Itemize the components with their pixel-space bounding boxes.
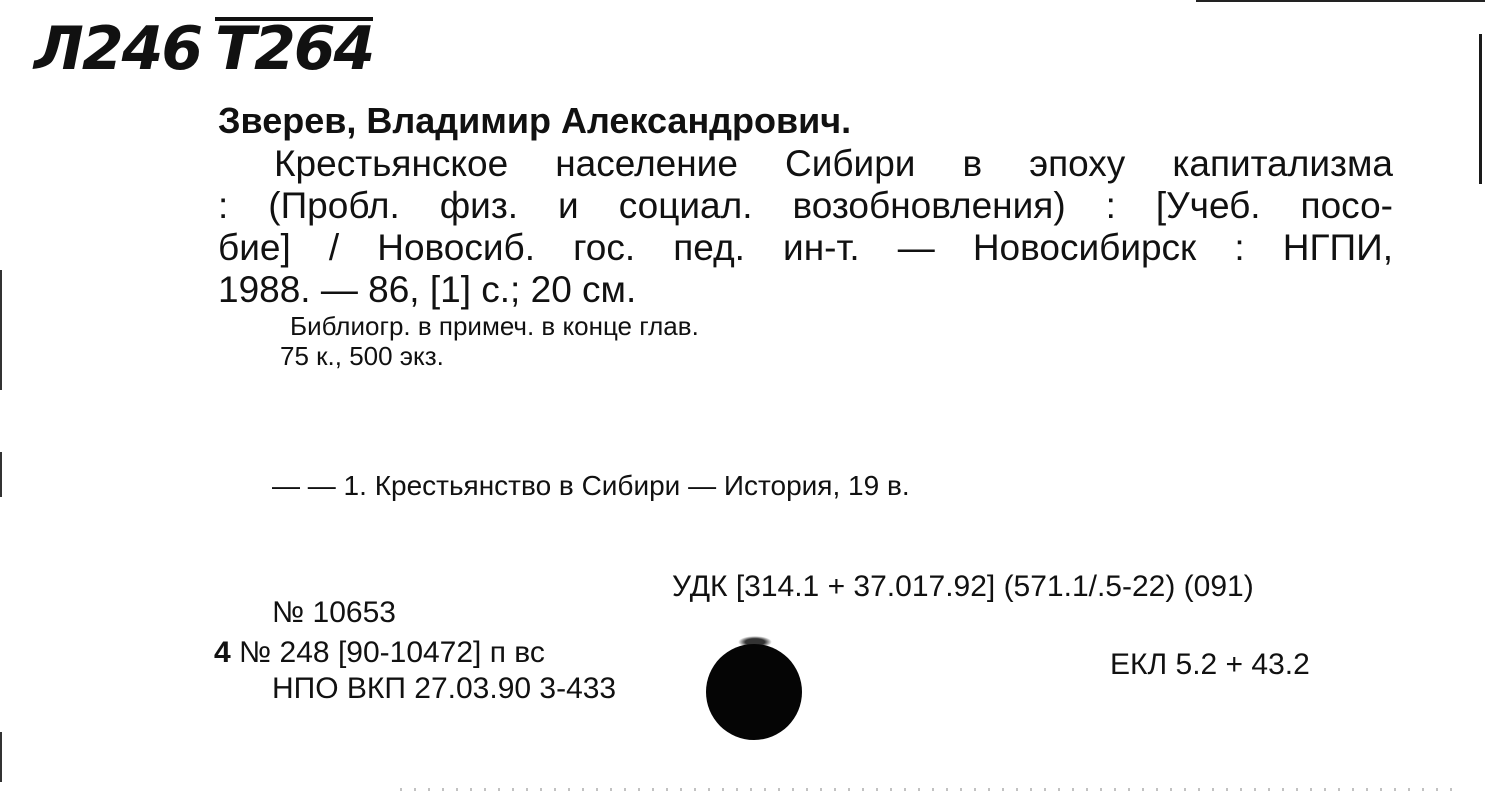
bibliographic-description bbox=[218, 143, 1393, 311]
description-line: 1988. — 86, [1] с.; 20 см. bbox=[218, 269, 637, 310]
scan-edge-left bbox=[0, 270, 2, 390]
scan-edge-left bbox=[0, 732, 2, 782]
punch-hole bbox=[706, 644, 802, 740]
scan-edge-top bbox=[1196, 0, 1485, 2]
card-number: № 10653 bbox=[272, 596, 396, 629]
bibliography-note: Библиогр. в примеч. в конце глав. bbox=[290, 311, 699, 341]
shelf-mark-part1: Л246 bbox=[34, 14, 202, 84]
order-rest: № 248 [90-10472] п вс bbox=[239, 636, 545, 669]
scan-noise-bottom bbox=[400, 788, 1460, 791]
udc-code: УДК [314.1 + 37.017.92] (571.1/.5-22) (091) bbox=[672, 570, 1254, 603]
description-line: бие] / Новосиб. гос. пед. ин-т. — Новосибирск : НГПИ, bbox=[218, 227, 1393, 268]
shelf-mark-part2: Т264 bbox=[215, 14, 374, 84]
description-line: Крестьянское население Сибири в эпоху капитализма bbox=[274, 143, 1393, 184]
subject-heading: — — 1. Крестьянство в Сибири — История, 19 в. bbox=[272, 470, 910, 501]
order-lead: 4 bbox=[214, 636, 231, 669]
handwritten-shelf-mark bbox=[34, 14, 373, 84]
description-line: : (Пробл. физ. и социал. возобновления) : [Учеб. посо- bbox=[218, 185, 1393, 226]
ekl-code: ЕКЛ 5.2 + 43.2 bbox=[1110, 648, 1310, 681]
publisher-print-info: НПО ВКП 27.03.90 3-433 bbox=[272, 672, 617, 705]
scan-edge-left bbox=[0, 452, 2, 497]
price-note: 75 к., 500 экз. bbox=[280, 341, 444, 371]
author-heading: Зверев, Владимир Александрович. bbox=[218, 100, 852, 141]
scan-edge-right bbox=[1479, 34, 1482, 184]
order-line bbox=[214, 636, 545, 670]
